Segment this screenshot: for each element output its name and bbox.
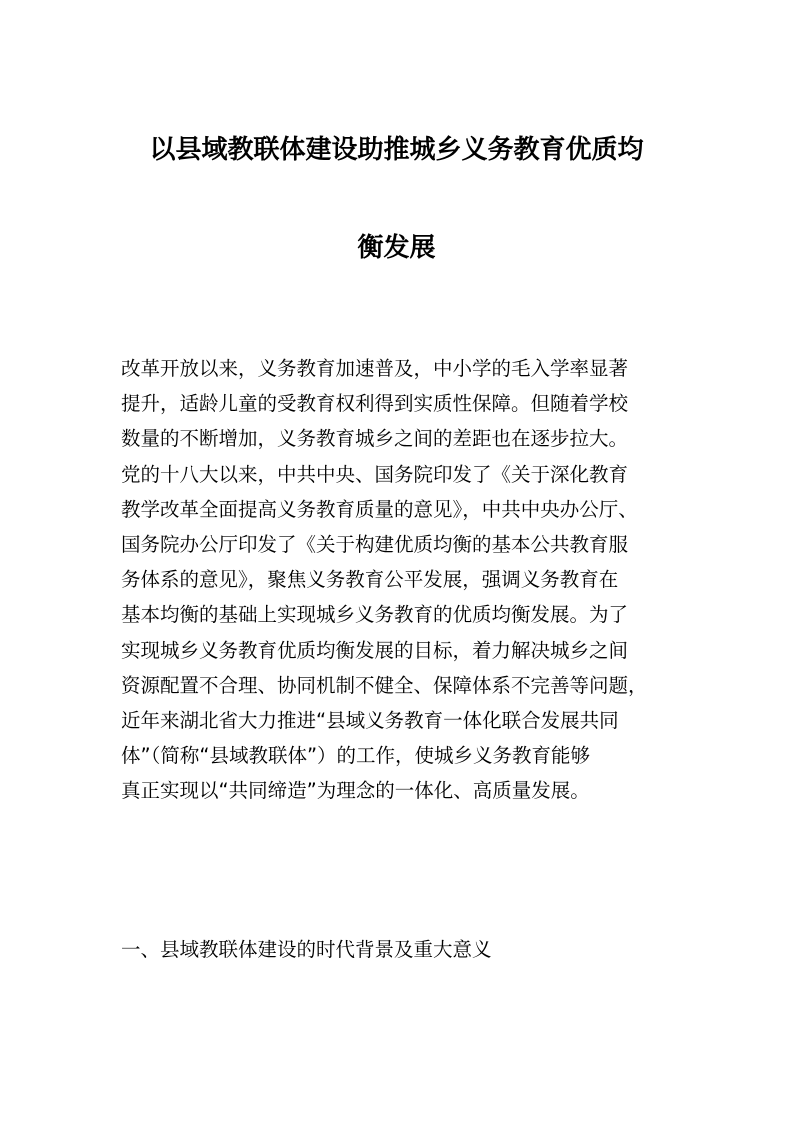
paragraph-line: 资源配置不合理、协同机制不健全、保障体系不完善等问题， <box>121 673 648 697</box>
paragraph-line: 改革开放以来，义务教育加速普及，中小学的毛入学率显著 <box>121 357 629 380</box>
paragraph-line: 实现城乡义务教育优质均衡发展的目标，着力解决城乡之间 <box>121 638 629 662</box>
paragraph-line: 近年来湖北省大力推进“县域义务教育一体化联合发展共同 <box>121 708 619 732</box>
document-title-line-2: 衡发展 <box>357 233 436 263</box>
paragraph-line: 务体系的意见》，聚焦义务教育公平发展，强调义务教育在 <box>121 568 619 592</box>
paragraph-line: 数量的不断增加，义务教育城乡之间的差距也在逐步拉大。 <box>121 427 629 451</box>
paragraph-line: 提升，适龄儿童的受教育权利得到实质性保障。但随着学校 <box>121 392 629 416</box>
paragraph-line: 教学改革全面提高义务教育质量的意见》，中共中央办公厅、 <box>121 497 638 521</box>
paragraph-line: 真正实现以“共同缔造”为理念的一体化、高质量发展。 <box>121 779 590 803</box>
document-title-line-1: 以县域教联体建设助推城乡义务教育优质均 <box>149 135 644 165</box>
paragraph-line: 国务院办公厅印发了《关于构建优质均衡的基本公共教育服 <box>121 532 629 556</box>
section-heading: 一、县域教联体建设的时代背景及重大意义 <box>121 938 492 961</box>
intro-paragraph <box>121 351 681 808</box>
paragraph-line: 基本均衡的基础上实现城乡义务教育的优质均衡发展。为了 <box>121 603 629 627</box>
paragraph-line: 党的十八大以来，中共中央、国务院印发了《关于深化教育 <box>121 462 629 486</box>
paragraph-line: 体”（简称“县域教联体”）的工作，使城乡义务教育能够 <box>121 744 591 768</box>
